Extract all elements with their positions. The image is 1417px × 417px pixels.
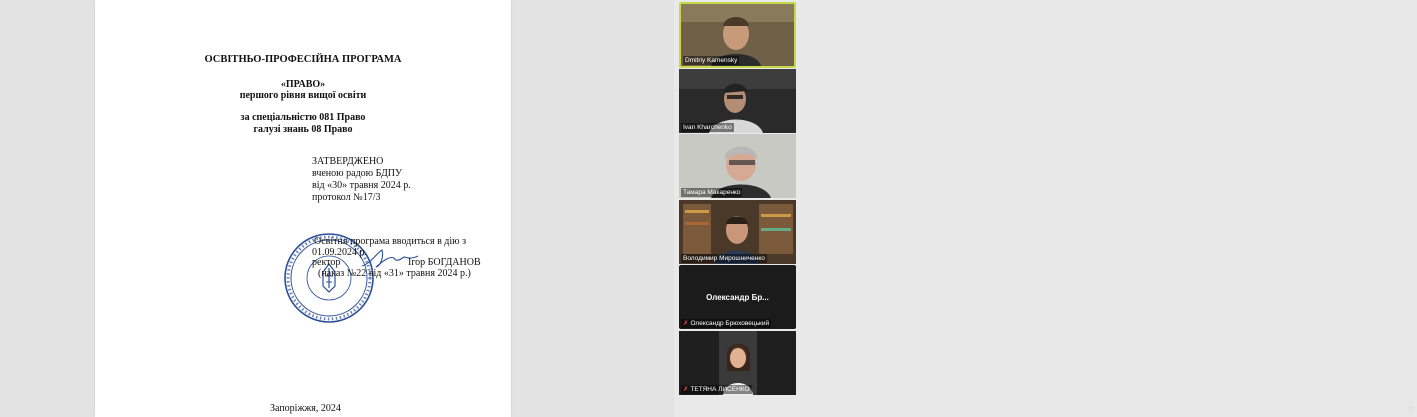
participant-name: ТЕТЯНА ЛИСЕНКО	[690, 386, 750, 393]
participant-name: Олександр Брюховецький	[690, 320, 770, 327]
doc-rector-role: ректор	[312, 257, 341, 268]
participant-name: Володимир Мирошниченко	[683, 255, 765, 262]
doc-approved-by: вченою радою БДПУ	[312, 168, 403, 179]
doc-program-name: «ПРАВО»	[280, 79, 326, 90]
doc-specialty: за спеціальністю 081 Право	[240, 112, 366, 123]
doc-field: галузі знань 08 Право	[253, 124, 353, 135]
shared-screen-area	[0, 0, 674, 417]
doc-rector-name: Ігор БОГДАНОВ	[408, 257, 481, 268]
participant-name: Dmitriy Kamensky	[685, 57, 738, 64]
doc-effective-date: 01.09.2024 р.	[312, 247, 367, 258]
participant-tile[interactable]	[679, 200, 796, 264]
chevron-down-icon[interactable]: ▼	[1407, 404, 1415, 413]
participant-tile[interactable]	[679, 2, 796, 68]
doc-protocol: протокол №17/3	[312, 192, 381, 203]
doc-approved: ЗАТВЕРДЖЕНО	[312, 156, 384, 167]
doc-city-year: Запоріжжя, 2024	[270, 403, 341, 414]
doc-approved-date: від «30» травня 2024 р.	[312, 180, 411, 191]
participant-name-label	[681, 319, 771, 328]
participant-tile[interactable]	[679, 134, 796, 198]
doc-title: ОСВІТНЬО-ПРОФЕСІЙНА ПРОГРАМА	[204, 54, 402, 65]
participant-tile[interactable]	[679, 265, 796, 329]
participants-panel	[674, 0, 1415, 417]
participant-display-name: Олександр Бр...	[706, 293, 769, 302]
document-page	[95, 0, 511, 417]
muted-mic-icon: ✗	[683, 386, 689, 393]
doc-level: першого рівня вищої освіти	[239, 90, 367, 101]
muted-mic-icon: ✗	[683, 320, 689, 327]
participant-name-label	[681, 385, 752, 394]
participant-name: Ivan Kharchenko	[683, 124, 732, 131]
participant-tile[interactable]	[679, 331, 796, 395]
participant-name: Тамара Макаренко	[683, 189, 741, 196]
participant-tile[interactable]	[679, 69, 796, 133]
doc-order: (наказ №22 від «31» травня 2024 р.)	[318, 268, 471, 279]
doc-effective-line: Освітня програма вводиться в дію з	[314, 236, 467, 247]
